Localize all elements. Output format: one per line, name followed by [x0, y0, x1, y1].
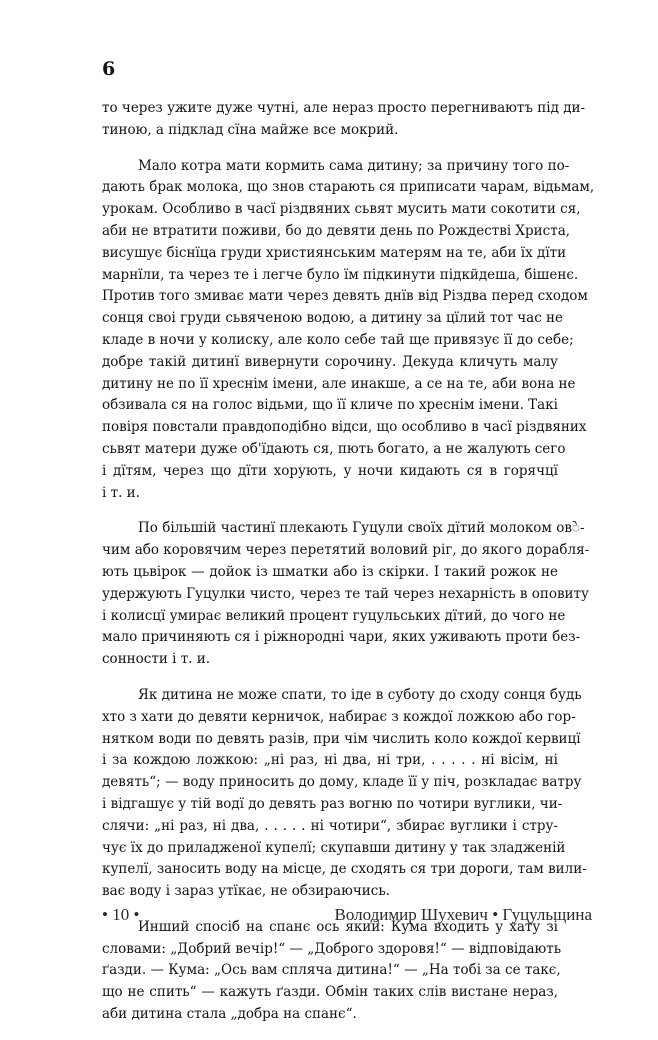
paragraph [102, 156, 595, 505]
text-line: дають брак молока, що знов старають ся приписати чарам, відьмам, [102, 179, 595, 196]
paragraph [102, 685, 587, 903]
text-line: аби дитина стала „добра на спанє“. [102, 1006, 357, 1023]
footer-page-number: • 10 • [102, 905, 140, 924]
text-line: слячи: „ні раз, ні два, . . . . . ні чотири“, збирає вуглики і стру- [102, 817, 558, 834]
text-line: Як дитина не може спати, то іде в суботу до сходу сонця будь [138, 686, 582, 703]
footer-author-title: Володимир Шухевич • Гуцульщина [334, 905, 592, 924]
text-line: добре такій дитинї вивернути сорочину. Декуда кличуть малу [102, 353, 558, 370]
text-line: купелї, заносить воду на місце, де сходять ся три дороги, там вили- [102, 861, 587, 878]
text-line: і відгашує у тій водї до девять раз вогню по чотири вуглики, чи- [102, 795, 563, 812]
text-line: обзивала ся на голос відьми, що її кличе по хреснім імени. Такі [102, 397, 558, 414]
paragraph [102, 518, 590, 671]
paragraph [102, 98, 586, 142]
text-line: дитину не по її хреснім імени, але инакше, а се на те, аби вона не [102, 375, 576, 392]
text-line: девять“; — воду приносить до дому, кладе її у піч, розкладає ватру [102, 774, 582, 791]
text-line: Инший спосіб на спанє ось який: Кума входить у хату зі [138, 918, 558, 935]
text-line: і т. и. [102, 484, 140, 501]
text-line: сонця своі груди сьвяченою водою, а дитину за цїлий тот час не [102, 310, 564, 327]
text-line: хто з хати до девяти керничок, набирає з кождої ложкою або гор- [102, 708, 576, 725]
text-line: аби не втратити поживи, бо до девяти день по Рождестві Христа, [102, 222, 571, 239]
text-line: словами: „Добрий вечір!“ — „Доброго здоровя!“ — відповідають [102, 940, 562, 957]
text-line: марнїли, та через те і легче було їм підкинути підкйдеша, бішенє. [102, 266, 579, 283]
text-line: і дїтям, через що дїти хорують, у ночи кидають ся в горячцї [102, 462, 558, 479]
text-line: і колисцї умирає великий процент гуцульських дїтий, до чого не [102, 607, 566, 624]
text-line: ґазди. — Кума: „Ось вам спляча дитина!“ — „На тобі за се такє, [102, 962, 561, 979]
text-line: По більшій частинї плекають Гуцули своїх дїтий молоком овे- [138, 520, 585, 537]
text-line: кладе в ночи у колиску, але коло себе тай ще привязує її до себе; [102, 331, 574, 348]
text-line: сонности і т. и. [102, 651, 211, 668]
paragraph [102, 917, 562, 1026]
text-line: висушує біснїца груди християнським матерям на те, аби їх дїти [102, 244, 567, 261]
text-line: сьвят матери дуже об'їдають ся, пють богато, а не жалують сего [102, 440, 566, 457]
body-text [102, 98, 595, 1040]
text-line: чим або коровячим через перетятий воловий ріг, до якого дорабля- [102, 542, 590, 559]
page-number: 6 [102, 58, 116, 80]
text-line: удержують Гуцулки чисто, через те тай через нехарність в оповиту [102, 585, 589, 602]
text-line: Против того змиває мати через девять днїв від Різдва перед сходом [102, 288, 588, 305]
text-line: Мало котра мати кормить сама дитину; за причину того по- [138, 157, 570, 174]
text-line: ває воду і зараз утїкає, не обзираючись. [102, 883, 390, 900]
text-line: ють цьвірок — дойок із шматки або із скірки. І такий рожок не [102, 563, 558, 580]
text-line: що не спить“ — кажуть ґазди. Обмін таких слів вистане нераз, [102, 984, 558, 1001]
text-line: мало причиняють ся і ріжнородні чари, яких уживають проти без- [102, 629, 581, 646]
text-line: урокам. Особливо в часї різдвяних сьвят мусить мати сокотити ся, [102, 201, 581, 218]
text-line: чує їх до приладженої купелї; скупавши дитину у так зладженій [102, 839, 566, 856]
text-line: тиною, а підклад сїна майже все мокрий. [102, 121, 399, 138]
text-line: то через ужите дуже чутні, але нераз просто перегниваютъ під ди- [102, 100, 586, 116]
text-line: повіря повстали правдоподібно відси, що особливо в часї різдвяних [102, 419, 587, 436]
text-line: і за кождою ложкою: „ні раз, ні два, ні три, . . . . . ні вісім, ні [102, 752, 558, 769]
text-line: нятком води по девять разів, при чім числить коло кождої кервицї [102, 730, 581, 747]
